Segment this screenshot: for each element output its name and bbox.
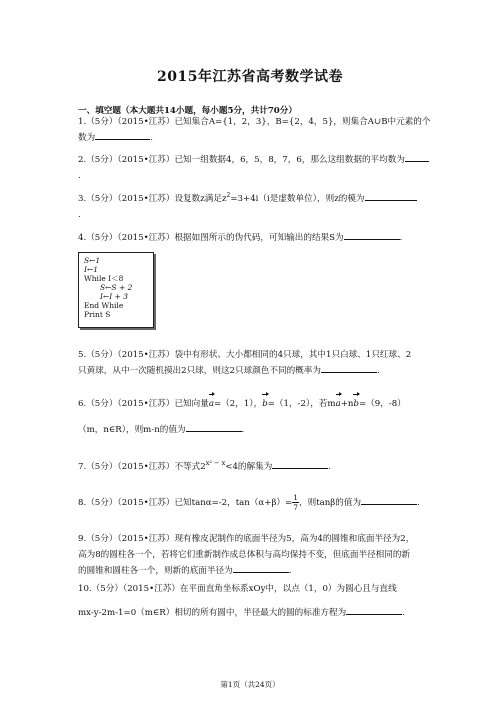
answer-blank-8: [361, 495, 417, 505]
question-3: [78, 191, 430, 223]
question-6-text-3: =（1，-2），若m: [267, 399, 336, 409]
question-5-line-2: 只黄球，从中一次随机摸出2只球，则这2只球颜色不同的概率为 .: [78, 363, 430, 379]
question-3-text: 3.（5分）（2015•江苏）设复数z满足z: [78, 194, 227, 204]
question-10: [78, 581, 430, 597]
question-2: [78, 152, 430, 184]
question-6-line-2: （m，n∈R），则m-n的值为 .: [78, 422, 430, 438]
question-7-text-2: <4的解集为: [225, 462, 273, 472]
question-9-text: 的圆锥和圆柱各一个，则新的底面半径为: [78, 566, 233, 576]
question-9-line-1: 9.（5分）（2015•江苏）现有橡皮泥制作的底面半径为5，高为4的圆锥和底面半径为2，: [78, 534, 415, 544]
fraction-denominator: 7: [293, 503, 298, 512]
question-7-text: 7.（5分）（2015•江苏）不等式2: [78, 462, 206, 472]
answer-blank-9: [233, 563, 289, 573]
answer-blank-7: [272, 459, 328, 469]
answer-blank-5: [321, 363, 377, 373]
question-8: 8.（5分）（2015•江苏）已知tanα=-2，tan（α+β）= $\frac{1}{7}$ ，则tanβ的值为 .: [78, 493, 420, 512]
code-line-5: I←I + 3: [100, 292, 129, 301]
question-5-line-1: 5.（5分）（2015•江苏）袋中有形状、大小都相同的4只球，其中1只白球、1只红球、2: [78, 350, 412, 360]
vector-a-2: a: [336, 394, 341, 412]
question-6-line-1: [78, 394, 430, 412]
question-2-text: 2.（5分）（2015•江苏）已知一组数据4，6，5，8，7，6，那么这组数据的平均数为: [78, 155, 405, 165]
question-9: [78, 531, 430, 579]
question-1-line-2: 数为 .: [78, 130, 430, 146]
vector-b: b: [262, 394, 268, 412]
question-10-text: mx-y-2m-1=0（m∈R）相切的所有圆中，半径最大的圆的标准方程为: [78, 608, 347, 618]
question-5-text: 只黄球，从中一次随机摸出2只球，则这2只球颜色不同的概率为: [78, 366, 321, 376]
question-3-exponent: 2: [226, 192, 231, 200]
question-6-text-2: =（2，1），: [213, 399, 263, 409]
code-line-3: While I＜8: [84, 274, 124, 283]
question-4: 4.（5分）（2015•江苏）根据如图所示的伪代码，可知输出的结果S为 .: [78, 230, 430, 246]
question-3-end: .: [78, 210, 81, 220]
answer-blank-2: [405, 152, 429, 162]
vector-b-2: b: [353, 394, 359, 412]
question-10-line-1: 10.（5分）（2015•江苏）在平面直角坐标系xOy中，以点（1，0）为圆心且与直线: [78, 584, 397, 594]
answer-blank-1: [95, 130, 150, 140]
answer-blank-6: [186, 422, 242, 432]
section-heading: 一、填空题（本大题共14小题，每小题5分，共计70分）: [78, 106, 297, 116]
question-1: [78, 114, 430, 146]
question-2-end: .: [78, 171, 81, 181]
question-9-line-2: 高为8的圆柱各一个，若将它们重新制作成总体积与高均保持不变，但底面半径相同的新: [78, 550, 411, 560]
question-8-text: 8.（5分）（2015•江苏）已知tanα=-2，tan（α+β）=: [78, 498, 293, 508]
question-9-line-3: 的圆锥和圆柱各一个，则新的底面半径为 .: [78, 563, 430, 579]
answer-blank-3: [365, 191, 417, 201]
vector-a: a: [209, 394, 214, 412]
code-line-6: End While: [84, 301, 124, 310]
question-6-text: 6.（5分）（2015•江苏）已知向量: [78, 399, 209, 409]
question-6: [78, 394, 430, 412]
question-3-line-1: [78, 191, 430, 207]
question-7: 7.（5分）（2015•江苏）不等式$2^{x^2 - x}<4$的解集为 .: [78, 459, 332, 472]
code-line-1: S←1: [84, 256, 101, 265]
question-6-text-4: =（9，-8）: [358, 399, 406, 409]
question-6-text-5: （m，n∈R），则m-n的值为: [78, 425, 186, 435]
question-10-line-2: mx-y-2m-1=0（m∈R）相切的所有圆中，半径最大的圆的标准方程为 .: [78, 605, 430, 621]
question-5: [78, 347, 430, 379]
answer-blank-10: [346, 605, 402, 615]
page-title: 2015年江苏省高考数学试卷: [157, 69, 343, 85]
question-1-text: 数为: [78, 133, 96, 143]
question-3-text-2: =3+4i（i是虚数单位），则z的模为: [230, 194, 365, 204]
page-footer: 第1页（共24页）: [220, 680, 280, 689]
fraction-numerator: 1: [293, 493, 298, 502]
question-6-plus: +n: [340, 399, 354, 409]
question-8-text-2: ，则tanβ的值为: [299, 498, 362, 508]
answer-blank-4: [344, 230, 400, 240]
question-1-line-1: 1.（5分）（2015•江苏）已知集合A={1，2，3}，B={2，4，5}，则集合A∪B中元素的个: [78, 117, 431, 127]
pseudocode-box: [78, 252, 154, 328]
question-2-line-1: [78, 152, 430, 168]
question-4-text: 4.（5分）（2015•江苏）根据如图所示的伪代码，可知输出的结果S为: [78, 233, 344, 243]
question-7-exponent: x² − x: [205, 459, 226, 468]
fraction-one-seventh: [292, 493, 299, 512]
code-line-4: S←S + 2: [100, 283, 133, 292]
code-line-7: Print S: [84, 310, 111, 319]
code-line-2: I←1: [84, 265, 99, 274]
